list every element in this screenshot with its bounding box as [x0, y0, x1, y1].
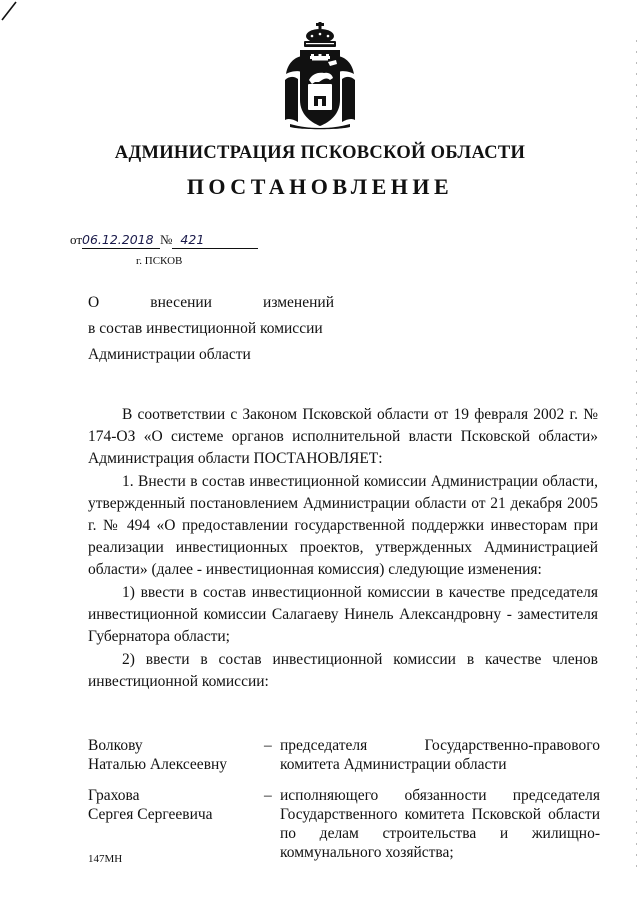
number-prefix: №: [160, 232, 173, 247]
paragraph-preamble: В соответствии с Законом Псковской области от 19 февраля 2002 г. № 174-ОЗ «О системе органов исполнительной власти Псковской области» Администрация области ПОСТАНОВЛЯЕТ:: [88, 406, 598, 467]
member-name-line: Сергея Сергеевича: [88, 806, 213, 823]
subject-word: изменений: [263, 294, 334, 311]
subject-line-1: [88, 290, 334, 316]
member-role: исполняющего обязанности председателя Государственного комитета Псковской области по делам строительства и жилищно-коммунального хозяйства;: [280, 787, 600, 861]
members-list: [88, 736, 600, 874]
city-label: г. ПСКОВ: [136, 255, 183, 267]
subject-line-2: в состав инвестиционной комиссии: [88, 320, 323, 337]
number-field: [172, 232, 258, 249]
date-prefix: от: [70, 232, 83, 247]
document-code: 147МН: [88, 853, 123, 865]
handwritten-date: 06.12.2018: [82, 232, 154, 247]
organization-title: АДМИНИСТРАЦИЯ ПСКОВСКОЙ ОБЛАСТИ: [114, 143, 526, 163]
paragraph-subitem-1: 1) ввести в состав инвестиционной комиссии в качестве председателя инвестиционной комиссии Салагаеву Нинель Александровну - заместителя Губернатора области;: [88, 584, 598, 645]
handwritten-number: 421: [180, 232, 205, 247]
subject-block: [88, 290, 334, 368]
scan-corner-mark: [0, 0, 22, 22]
member-role: председателя Государственно-правового комитета Администрации области: [280, 737, 600, 773]
coat-of-arms-icon: [284, 22, 356, 130]
member-dash: –: [264, 737, 272, 754]
subject-word: внесении: [150, 294, 212, 311]
scan-edge-artifact: [635, 40, 638, 870]
subject-word: О: [88, 294, 100, 311]
date-number-line: [70, 232, 258, 249]
member-dash: –: [264, 787, 272, 804]
member-name-line: Волкову: [88, 737, 143, 754]
member-row: [88, 786, 600, 862]
paragraph-subitem-2: 2) ввести в состав инвестиционной комиссии в качестве членов инвестиционной комиссии:: [88, 651, 598, 690]
member-row: [88, 736, 600, 774]
member-name-line: Наталью Алексеевну: [88, 756, 228, 773]
document-type-title: ПОСТАНОВЛЕНИЕ: [186, 174, 454, 199]
paragraph-item-1: 1. Внести в состав инвестиционной комиссии Администрации области, утвержденный постановлением Администрации области от 21 декабря 2005 г. № 494 «О предоставлении государственной поддержки инвесторам при реализации инвестиционных проектов, утвержденных Администрацией области» (далее - инвестиционная комиссия) следующие изменения:: [88, 473, 598, 578]
body-text: [88, 404, 598, 693]
date-field: [82, 232, 160, 249]
member-name: [88, 786, 264, 862]
member-name-line: Грахова: [88, 787, 140, 804]
subject-line-3: Администрации области: [88, 346, 251, 363]
member-name: [88, 736, 264, 774]
